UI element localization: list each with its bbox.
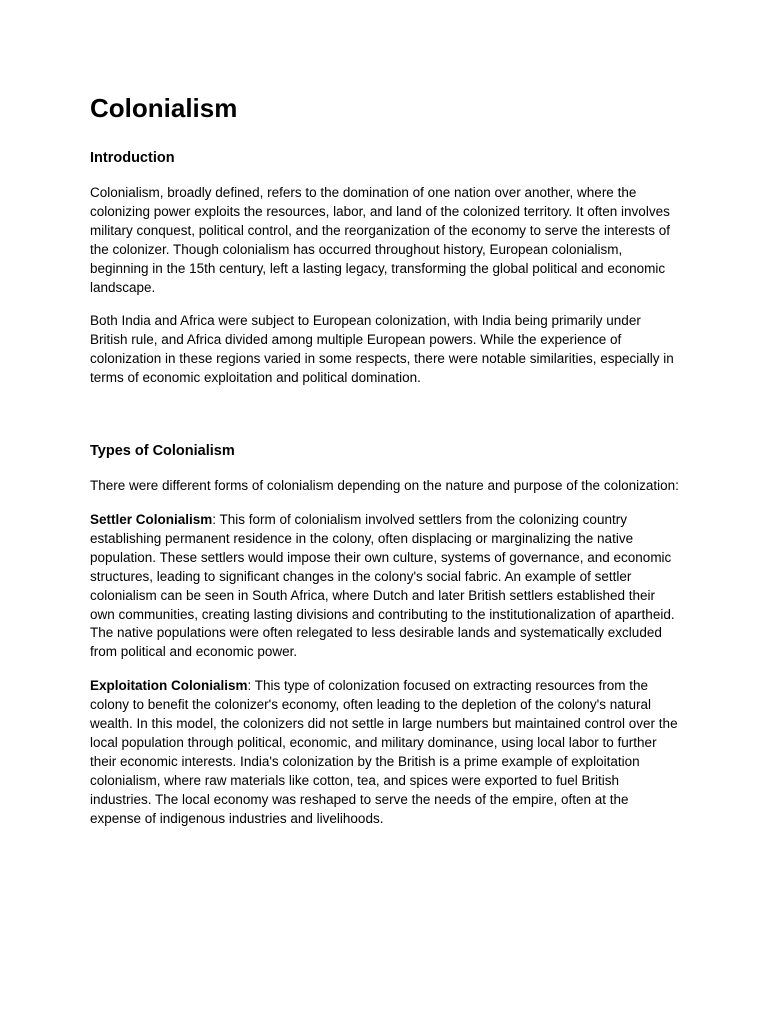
paragraph-intro-2: Both India and Africa were subject to European colonization, with India being primarily under British rule, and Africa divided among multiple European powers. While the experience of colonization in these regions varied in some respects, there were notable similarities, especially in terms of economic exploitation and political domination. — [90, 313, 674, 386]
document-title: Colonialism — [90, 93, 238, 123]
paragraph-settler-colonialism — [90, 511, 680, 662]
paragraph-types-intro: There were different forms of colonialism depending on the nature and purpose of the colonization: — [90, 478, 679, 494]
section-heading-types: Types of Colonialism — [90, 443, 235, 460]
section-heading-introduction: Introduction — [90, 150, 175, 166]
text-settler-colonialism: : This form of colonialism involved settlers from the colonizing country establishing permanent residence in the colony, often displacing or marginalizing the native population. These settlers would impose their own culture, systems of governance, and economic structures, leading to significant changes in the colony's social fabric. An example of settler colonialism can be seen in South Africa, where Dutch and later British settlers established their own communities, creating lasting divisions and contributing to the institutionalization of apartheid. The native populations were often relegated to less desirable lands and systematically excluded from political and economic power. — [90, 511, 675, 660]
paragraph-exploitation-colonialism — [90, 677, 680, 828]
section-spacer — [90, 403, 678, 441]
term-exploitation-colonialism: Exploitation Colonialism — [90, 678, 248, 694]
text-exploitation-colonialism: : This type of colonization focused on extracting resources from the colony to benefit the colonizer's economy, often leading to the depletion of the colony's natural wealth. In this model, the colonizers did not settle in large numbers but maintained control over the local population through political, economic, and military dominance, using local labor to further their economic interests. India's colonization by the British is a prime example of exploitation colonialism, where raw materials like cotton, tea, and spices were exported to fuel British industries. The local economy was reshaped to serve the needs of the empire, often at the expense of indigenous industries and livelihoods. — [90, 678, 678, 826]
term-settler-colonialism: Settler Colonialism — [90, 511, 213, 527]
paragraph-intro-1: Colonialism, broadly defined, refers to the domination of one nation over another, where the colonizing power exploits the resources, labor, and land of the colonized territory. It often involves military conquest, political control, and the reorganization of the economy to serve the interests of the colonizer. Though colonialism has occurred throughout history, European colonialism, beginning in the 15th century, left a lasting legacy, transforming the global political and economic landscape. — [90, 185, 671, 295]
